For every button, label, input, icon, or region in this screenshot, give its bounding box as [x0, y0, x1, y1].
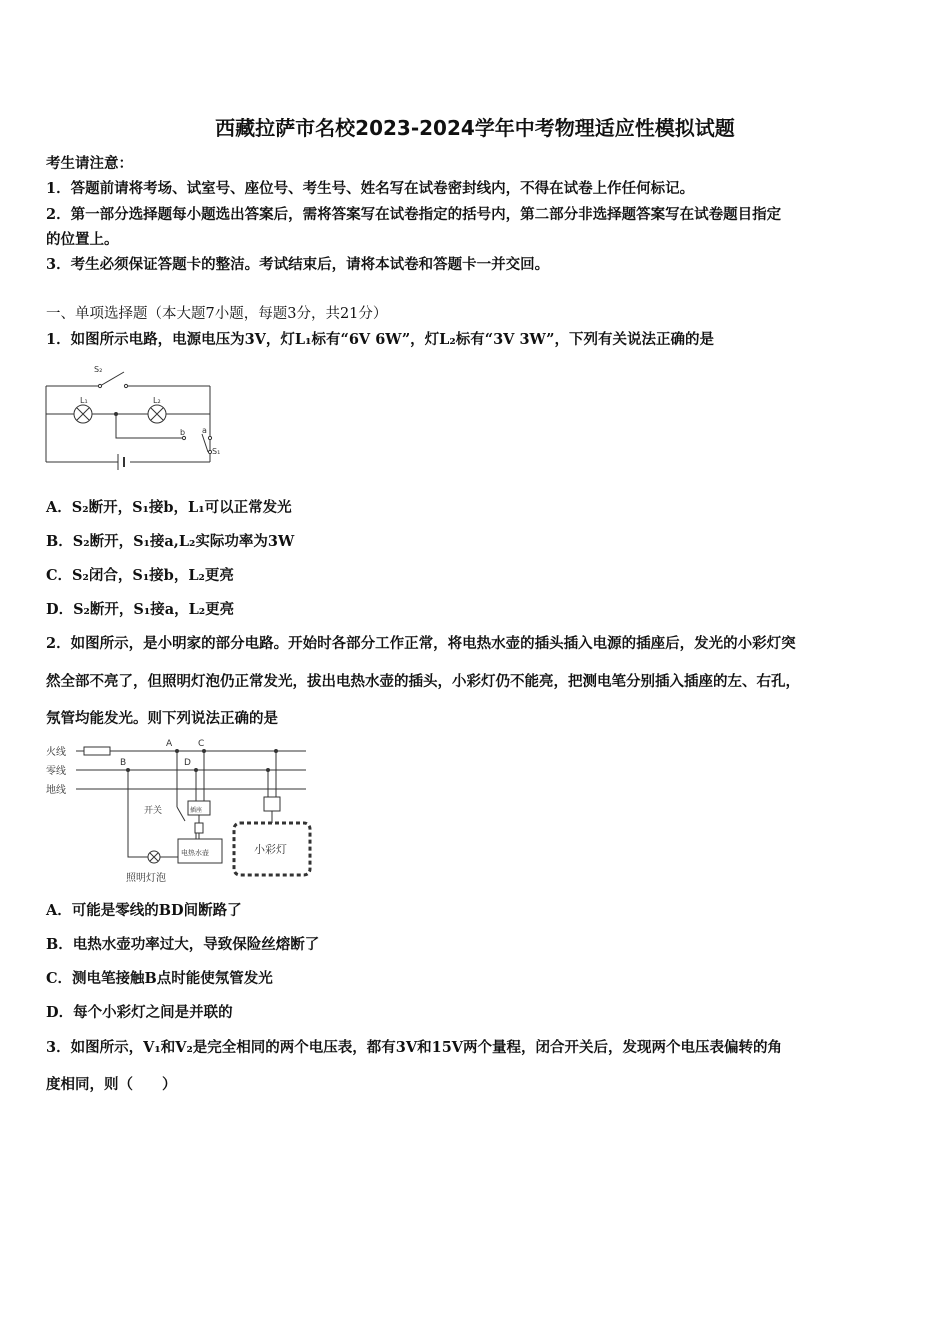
section-heading: 一、单项选择题（本大题7小题，每题3分，共21分）	[46, 306, 388, 322]
q2-household-circuit	[44, 737, 314, 887]
question-2-stem-line: 氖管均能发光。则下列说法正确的是	[46, 710, 278, 727]
label-point-a: A	[166, 739, 173, 749]
q1-option-d: D．S₂断开，S₁接a，L₂更亮	[46, 601, 235, 618]
q1-option-c: C．S₂闭合，S₁接b，L₂更亮	[46, 567, 234, 584]
question-3-stem-line: 3．如图所示，V₁和V₂是完全相同的两个电压表，都有3V和15V两个量程，闭合开关后，发现两个电压表偏转的角	[46, 1039, 783, 1056]
label-neutral-wire: 零线	[46, 766, 66, 777]
notice-heading: 考生请注意：	[46, 155, 133, 172]
q2-option-b: B．电热水壶功率过大，导致保险丝熔断了	[46, 936, 320, 953]
label-l1: L₁	[80, 396, 88, 405]
q2-option-c: C．测电笔接触B点时能使氖管发光	[46, 970, 273, 987]
label-point-b: B	[120, 758, 127, 768]
question-2-stem-line: 然全部不亮了，但照明灯泡仍正常发光，拔出电热水壶的插头，小彩灯仍不能亮，把测电笔分别插入插座的左、右孔，	[46, 673, 800, 690]
label-live-wire: 火线	[46, 747, 66, 758]
label-l2: L₂	[153, 396, 161, 405]
label-ground-wire: 地线	[46, 785, 66, 796]
label-point-c: C	[198, 739, 205, 749]
label-switch: 开关	[144, 806, 163, 816]
label-s1: S₁	[212, 447, 221, 456]
label-string-lights: 小彩灯	[254, 843, 287, 856]
q2-option-d: D．每个小彩灯之间是并联的	[46, 1004, 233, 1021]
question-1-stem: 1．如图所示电路，电源电压为3V，灯L₁标有“6V 6W”，灯L₂标有“3V 3W”，下列有关说法正确的是	[46, 331, 714, 348]
label-kettle: 电热水壶	[181, 849, 209, 857]
notice-item: 2．第一部分选择题每小题选出答案后，需将答案写在试卷指定的括号内，第二部分非选择题答案写在试卷题目指定	[46, 206, 782, 223]
label-point-d: D	[184, 758, 191, 768]
label-a: a	[202, 426, 207, 435]
label-socket: 插座	[190, 807, 203, 814]
question-2-stem-line: 2．如图所示，是小明家的部分电路。开始时各部分工作正常，将电热水壶的插头插入电源的插座后，发光的小彩灯突	[46, 635, 796, 652]
label-bulb: 照明灯泡	[126, 873, 166, 884]
notice-item: 3．考生必须保证答题卡的整洁。考试结束后，请将本试卷和答题卡一并交回。	[46, 256, 550, 273]
page-title: 西藏拉萨市名校2023-2024学年中考物理适应性模拟试题	[215, 116, 735, 140]
q1-option-b: B．S₂断开，S₁接a,L₂实际功率为3W	[46, 533, 295, 550]
q1-option-a: A．S₂断开，S₁接b，L₁可以正常发光	[46, 499, 292, 516]
q1-circuit-diagram	[40, 358, 230, 478]
label-b: b	[180, 428, 186, 437]
notice-item: 的位置上。	[46, 231, 119, 248]
question-3-stem-line: 度相同，则（ ）	[46, 1076, 177, 1093]
q2-option-a: A．可能是零线的BD间断路了	[46, 902, 242, 919]
label-s2: S₂	[94, 365, 103, 374]
notice-item: 1．答题前请将考场、试室号、座位号、考生号、姓名写在试卷密封线内，不得在试卷上作任何标记。	[46, 180, 695, 197]
